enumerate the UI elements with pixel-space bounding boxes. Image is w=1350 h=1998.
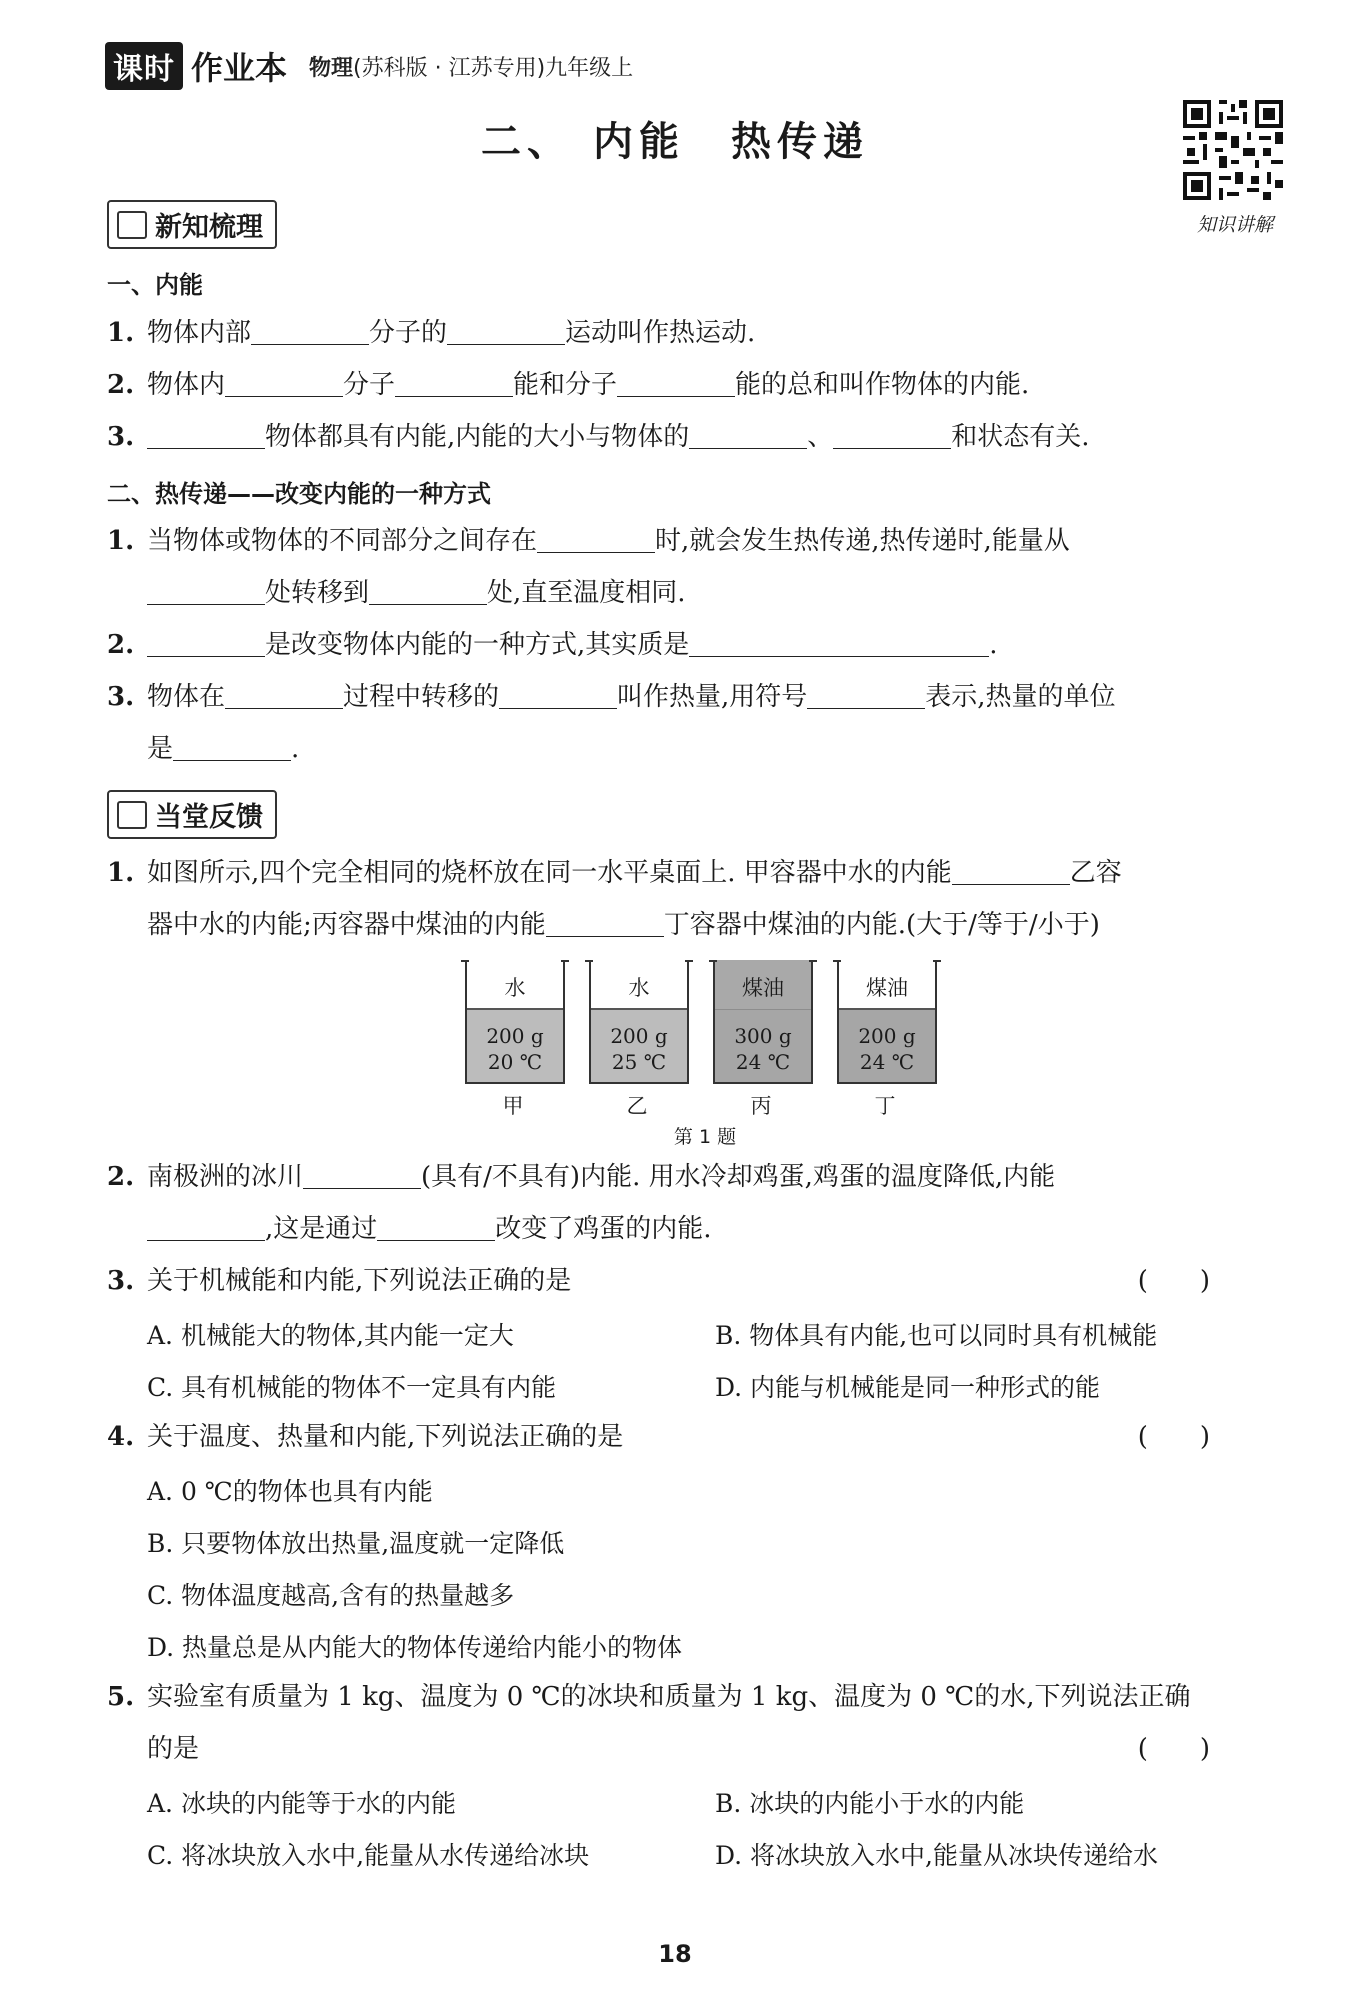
beaker-label: 乙 <box>626 1094 648 1118</box>
answer-blank[interactable] <box>225 372 343 397</box>
s2-q3-line1: 3. 物体在 过程中转移的 叫作热量,用符号 表示,热量的单位 <box>107 682 1116 712</box>
answer-blank[interactable] <box>952 860 1070 885</box>
beaker-label: 甲 <box>502 1094 524 1118</box>
answer-blank[interactable] <box>147 1216 265 1241</box>
answer-paren[interactable]: ( ) <box>1137 1422 1210 1452</box>
answer-blank[interactable] <box>807 684 925 709</box>
answer-paren[interactable]: ( ) <box>1137 1734 1210 1764</box>
beaker-label: 丁 <box>874 1094 896 1118</box>
answer-blank[interactable] <box>833 424 951 449</box>
s2-q1-line2: 处转移到 处,直至温度相同. <box>107 576 1280 610</box>
brand-name: 作业本 <box>191 49 288 87</box>
answer-blank[interactable] <box>546 912 664 937</box>
s2-q2: 2. 是改变物体内能的一种方式,其实质是 . <box>107 630 998 660</box>
beaker-figure <box>465 960 945 1160</box>
subject-info <box>309 51 633 82</box>
answer-blank[interactable] <box>689 632 989 657</box>
s1-q1: 1. 物体内部 分子的 运动叫作热运动. <box>107 318 756 348</box>
answer-blank[interactable] <box>499 684 617 709</box>
answer-blank[interactable] <box>173 736 291 761</box>
beaker-jia: 水 200 g 20 ℃ <box>465 960 565 1084</box>
answer-blank[interactable] <box>689 424 807 449</box>
answer-blank[interactable] <box>303 1164 421 1189</box>
liquid-fill: 200 g 25 ℃ <box>591 1008 687 1082</box>
qr-code-icon[interactable] <box>1183 100 1283 200</box>
s1-q2: 2. 物体内 分子 能和分子 能的总和叫作物体的内能. <box>107 370 1030 400</box>
page-number: 18 <box>658 1940 692 1968</box>
s2-q3-line2: 是 . <box>147 734 300 764</box>
answer-blank[interactable] <box>537 528 655 553</box>
subheading-heat-transfer: 二、热传递——改变内能的一种方式 <box>107 480 491 508</box>
option-a[interactable]: A. 机械能大的物体,其内能一定大 <box>147 1321 514 1350</box>
beaker-label: 丙 <box>750 1094 772 1118</box>
liquid-fill: 200 g 24 ℃ <box>839 1008 935 1082</box>
answer-blank[interactable] <box>447 320 565 345</box>
fb-q5-stem2: 的是 ( ) <box>147 1734 1210 1764</box>
subheading-internal-energy: 一、内能 <box>107 271 203 299</box>
beaker-bing: 煤油 300 g 24 ℃ <box>713 960 813 1084</box>
answer-blank[interactable] <box>147 632 265 657</box>
page-title: 二、 内能 热传递 <box>481 119 869 165</box>
answer-blank[interactable] <box>147 580 265 605</box>
answer-blank[interactable] <box>147 424 265 449</box>
option-b[interactable]: B. 冰块的内能小于水的内能 <box>715 1789 1025 1818</box>
option-a[interactable]: A. 冰块的内能等于水的内能 <box>147 1789 456 1818</box>
answer-blank[interactable] <box>251 320 369 345</box>
s1-q3: 3. 物体都具有内能,内能的大小与物体的 、 和状态有关. <box>107 422 1090 452</box>
fb-q2-line2: ,这是通过 改变了鸡蛋的内能. <box>107 1212 1280 1246</box>
fb-q4-stem: 4. 关于温度、热量和内能,下列说法正确的是 ( ) <box>107 1422 1210 1452</box>
fb-q3-stem: 3. 关于机械能和内能,下列说法正确的是 ( ) <box>107 1266 1210 1296</box>
qr-label: 知识讲解 <box>1196 214 1273 236</box>
section-label: 新知梳理 <box>155 212 263 243</box>
option-c[interactable]: C. 将冰块放入水中,能量从水传递给冰块 <box>147 1841 590 1870</box>
liquid-fill: 300 g 24 ℃ <box>715 1009 811 1082</box>
section-label: 当堂反馈 <box>155 802 263 833</box>
book-header <box>105 42 633 90</box>
option-b[interactable]: B. 物体具有内能,也可以同时具有机械能 <box>715 1321 1158 1350</box>
pencil-icon <box>117 801 147 829</box>
option-c[interactable]: C. 具有机械能的物体不一定具有内能 <box>147 1373 557 1402</box>
edition: (苏科版 · 江苏专用)九年级上 <box>353 55 634 81</box>
figure-caption: 第 1 题 <box>673 1126 737 1148</box>
liquid-fill: 200 g 20 ℃ <box>467 1008 563 1082</box>
beaker-ding: 煤油 200 g 24 ℃ <box>837 960 937 1084</box>
option-d[interactable]: D. 热量总是从内能大的物体传递给内能小的物体 <box>147 1633 683 1662</box>
beaker-yi: 水 200 g 25 ℃ <box>589 960 689 1084</box>
fb-q5-stem: 5. 实验室有质量为 1 kg、温度为 0 ℃的冰块和质量为 1 kg、温度为 0 ℃的水,下列说法正确 <box>107 1682 1191 1712</box>
fb-q2-line1: 2. 南极洲的冰川 (具有/不具有)内能. 用水冷却鸡蛋,鸡蛋的温度降低,内能 <box>107 1162 1056 1192</box>
answer-blank[interactable] <box>377 1216 495 1241</box>
book-icon <box>117 211 147 239</box>
option-b[interactable]: B. 只要物体放出热量,温度就一定降低 <box>147 1529 565 1558</box>
section-head-feedback <box>107 790 277 839</box>
answer-blank[interactable] <box>225 684 343 709</box>
option-c[interactable]: C. 物体温度越高,含有的热量越多 <box>147 1581 515 1610</box>
fb-q1-line2: 器中水的内能;丙容器中煤油的内能 丁容器中煤油的内能.(大于/等于/小于) <box>147 910 1100 940</box>
subject: 物理 <box>309 55 354 81</box>
option-d[interactable]: D. 内能与机械能是同一种形式的能 <box>715 1373 1101 1402</box>
option-a[interactable]: A. 0 ℃的物体也具有内能 <box>147 1477 433 1506</box>
fb-q1-line1: 1. 如图所示,四个完全相同的烧杯放在同一水平桌面上. 甲容器中水的内能 乙容 <box>107 858 1122 888</box>
brand-logo: 课时 <box>105 42 183 90</box>
answer-blank[interactable] <box>369 580 487 605</box>
answer-blank[interactable] <box>617 372 735 397</box>
option-d[interactable]: D. 将冰块放入水中,能量从冰块传递给水 <box>715 1841 1158 1870</box>
s2-q1-line1: 1. 当物体或物体的不同部分之间存在 时,就会发生热传递,热传递时,能量从 <box>107 526 1070 556</box>
section-head-new-knowledge <box>107 200 277 249</box>
answer-paren[interactable]: ( ) <box>1137 1266 1210 1296</box>
answer-blank[interactable] <box>395 372 513 397</box>
